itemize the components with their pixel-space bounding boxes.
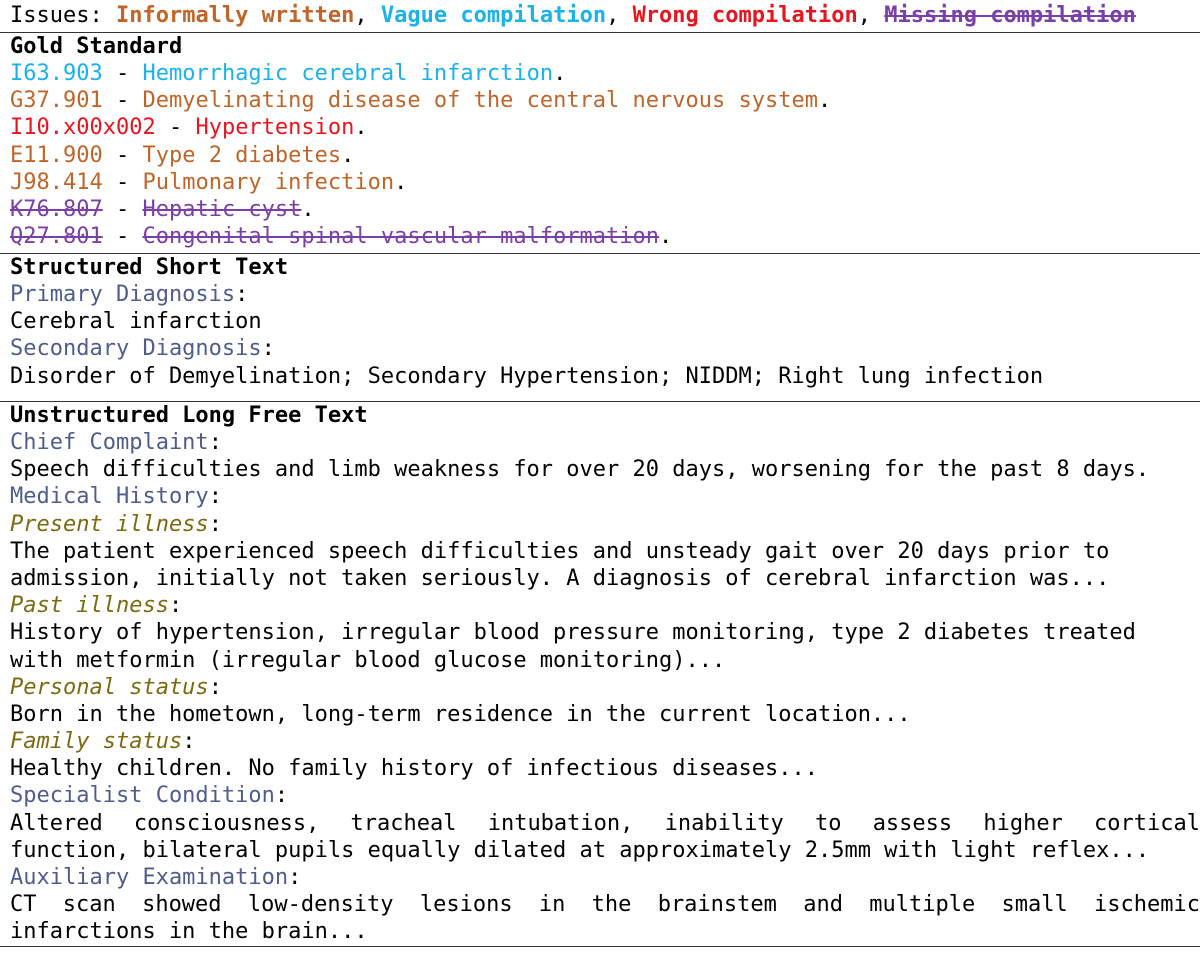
gold-name: Pulmonary infection xyxy=(142,169,395,195)
past-illness-heading xyxy=(0,592,1200,619)
legend-sep: , xyxy=(606,3,633,28)
gold-item xyxy=(0,142,1200,169)
gold-code: Q27.801 xyxy=(10,224,103,250)
structured-title: Structured Short Text xyxy=(10,255,289,280)
colon: : xyxy=(208,484,222,510)
auxiliary-examination-heading xyxy=(0,864,1200,891)
colon: : xyxy=(208,511,222,537)
colon: : xyxy=(261,336,275,362)
present-illness-heading xyxy=(0,511,1200,538)
colon: : xyxy=(208,430,222,455)
personal-status-value: Born in the hometown, long-term residence in the current location... xyxy=(10,701,911,727)
gold-period: . xyxy=(394,169,408,195)
legend-sep: , xyxy=(857,3,885,28)
personal-status-label: Personal status xyxy=(10,674,209,700)
past-illness-line: History of hypertension, irregular blood pressure monitoring, type 2 diabetes treated xyxy=(10,620,1136,646)
auxiliary-examination-line: CT scan showed low-density lesions in the brainstem and multiple small ischemic xyxy=(10,892,1200,918)
legend-sep: , xyxy=(354,3,381,28)
gold-dash: - xyxy=(102,196,143,222)
gold-name: Type 2 diabetes xyxy=(142,142,342,168)
gold-dash: - xyxy=(102,169,143,195)
gold-item xyxy=(0,87,1200,114)
family-status-heading xyxy=(0,728,1200,755)
gold-dash: - xyxy=(102,142,143,168)
secondary-diagnosis-value: Disorder of Demyelination; Secondary Hypertension; NIDDM; Right lung infection xyxy=(10,363,1044,389)
legend-wrong: Wrong compilation xyxy=(632,3,858,28)
gold-code: I10.x00x002 xyxy=(10,115,156,141)
auxiliary-examination-label: Auxiliary Examination xyxy=(10,865,289,890)
colon: : xyxy=(168,593,183,619)
colon: : xyxy=(288,865,302,890)
gold-code: G37.901 xyxy=(10,88,103,114)
unstructured-title: Unstructured Long Free Text xyxy=(10,403,368,428)
gold-name: Hypertension xyxy=(195,115,355,141)
gold-dash: - xyxy=(102,88,143,114)
gold-code: I63.903 xyxy=(10,61,103,86)
primary-diagnosis-heading xyxy=(0,281,1200,308)
gold-code: E11.900 xyxy=(10,142,103,168)
chief-complaint-label: Chief Complaint xyxy=(10,430,209,455)
present-illness-line: The patient experienced speech difficulties and unsteady gait over 20 days prior to xyxy=(10,538,1110,564)
issues-legend xyxy=(0,0,1200,32)
medical-history-heading xyxy=(0,483,1200,510)
divider xyxy=(0,946,1200,947)
legend-informal: Informally written xyxy=(115,3,355,28)
colon: : xyxy=(235,282,249,307)
issues-label: Issues: xyxy=(10,3,116,28)
gold-item xyxy=(0,114,1200,141)
chief-complaint-value: Speech difficulties and limb weakness for over 20 days, worsening for the past 8 days. xyxy=(10,457,1150,483)
gold-period: . xyxy=(301,196,315,222)
past-illness-label: Past illness xyxy=(10,593,169,619)
medical-history-label: Medical History xyxy=(10,484,209,510)
specialist-condition-line: Altered consciousness, tracheal intubation, inability to assess higher cortical xyxy=(10,810,1200,836)
present-illness-label: Present illness xyxy=(10,511,209,537)
unstructured-section xyxy=(0,402,1200,946)
gold-period: . xyxy=(659,224,673,250)
colon: : xyxy=(182,729,196,755)
gold-code: J98.414 xyxy=(10,169,103,195)
gold-name: Hepatic cyst xyxy=(142,196,302,222)
specialist-condition-label: Specialist Condition xyxy=(10,783,275,809)
gold-period: . xyxy=(354,115,368,141)
secondary-diagnosis-heading xyxy=(0,335,1200,362)
chief-complaint-heading xyxy=(0,429,1200,456)
gold-dash: - xyxy=(102,224,143,250)
secondary-diagnosis-label: Secondary Diagnosis xyxy=(10,336,262,362)
gold-name: Congenital spinal vascular malformation xyxy=(142,224,660,250)
personal-status-heading xyxy=(0,674,1200,701)
present-illness-line: admission, initially not taken seriously. A diagnosis of cerebral infarction was... xyxy=(10,565,1110,591)
specialist-condition-heading xyxy=(0,782,1200,809)
legend-vague: Vague compilation xyxy=(380,3,607,28)
family-status-label: Family status xyxy=(10,729,183,755)
auxiliary-examination-line: infarctions in the brain... xyxy=(10,919,368,945)
primary-diagnosis-value: Cerebral infarction xyxy=(10,309,262,335)
gold-name: Hemorrhagic cerebral infarction xyxy=(142,61,554,86)
gold-period: . xyxy=(341,142,355,168)
gold-item xyxy=(0,196,1200,223)
colon: : xyxy=(274,783,289,809)
legend-missing: Missing compilation xyxy=(884,3,1136,28)
gold-code: K76.807 xyxy=(10,196,103,222)
gold-dash: - xyxy=(155,115,196,141)
gold-dash: - xyxy=(102,61,143,86)
gold-item xyxy=(0,169,1200,196)
gold-item xyxy=(0,60,1200,87)
gold-period: . xyxy=(817,88,832,114)
primary-diagnosis-label: Primary Diagnosis xyxy=(10,282,236,307)
gold-name: Demyelinating disease of the central nervous system xyxy=(142,88,818,114)
past-illness-line: with metformin (irregular blood glucose monitoring)... xyxy=(10,647,726,673)
gold-item xyxy=(0,223,1200,250)
gold-standard-section xyxy=(0,33,1200,253)
specialist-condition-line: function, bilateral pupils equally dilated at approximately 2.5mm with light reflex... xyxy=(10,837,1150,863)
colon: : xyxy=(208,674,222,700)
gold-period: . xyxy=(553,61,567,86)
family-status-value: Healthy children. No family history of infectious diseases... xyxy=(10,756,818,782)
structured-section xyxy=(0,254,1200,401)
gold-standard-title: Gold Standard xyxy=(10,34,183,59)
